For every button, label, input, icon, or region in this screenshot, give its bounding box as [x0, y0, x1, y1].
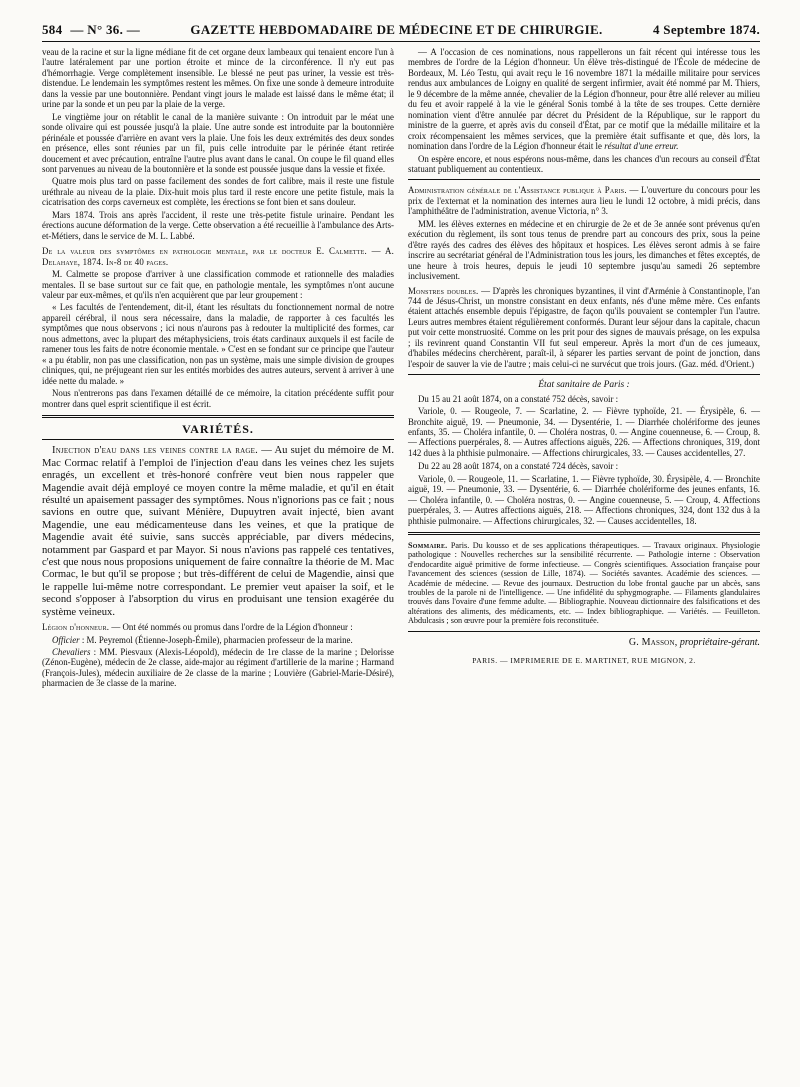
case-paragraph-2: Le vingtième jour on rétablit le canal de la manière suivante : On introduit par le méat une sonde olivaire qui est poussée jusqu'à la plaie. Une autre sonde est introduite par la boutonnière périnéale et poussée d'arrière en avant vers la plaie. Une fois les deux extrémités des deux sondes en présence, elles sont réunies par un fil, puis celle introduite par le périnée étant retirée doucement et avec précaution, entraîne l'autre plus avant dans le canal. On coupe le fil quand elles sont parvenues au niveau de la boutonnière et la sonde est poussée jusque dans la vessie et fixée.: [42, 111, 394, 174]
case-paragraph-1: veau de la racine et sur la ligne médiane fit de cet organe deux lambeaux qui tenaient encore l'un à l'autre latéralement par une portion étroite et mince de la circonférence. Il n'y eut pas d'hémorrhagie. Verge complètement insensible. Le blessé ne peut pas uriner, la vessie est très-distendue. Le lendemain les symptômes restent les mêmes. On fixe une sonde à demeure introduite dans la vessie par une boutonnière. Pendant vingt jours le malade est laissé dans le même état; il urine par la sonde et un peu par la plaie de la verge.: [42, 47, 394, 110]
sommaire-text: Paris. Du kousso et de ses applications thérapeutiques. — Travaux originaux. Physiologie pathologique : Nouvelles recherches sur la sensibilité récurrente. — Pathologie interne : Observation d'endocardite aiguë primitive de forme infectieuse. — Congrès scientifiques. Association française pour l'avancement des sciences (session de Lille, 1874). — Sociétés savantes. Académie des sciences. — Académie de médecine. — Revue des journaux. Destruction du lobe frontal gauche par un abcès, sans troubles de la parole ni de l'intelligence. — Une infidélité du sphygmographe. — Filaments glandulaires trouvés dans l'ovaire d'une femme adulte. — Bibliographie. Nouveau dictionnaire des falsifications et des altérations des aliments, des médicaments, etc. — Index bibliographique. — Variétés. — Feuilleton. Abdulcasis ; son œuvre pour la première fois reconstituée.: [408, 541, 761, 626]
assistance-paragraph-2: MM. les élèves externes en médecine et en chirurgie de 2e et de 3e année sont prévenus qu'en exécution du règlement, ils sont tous tenus de prendre part au concours des prix, sous la peine d'être rayés des cadres des élèves des hôpitaux et hospices. Les élèves seront admis à se faire inscrire au secrétariat général de l'Administration tous les jours, les dimanches et fêtes exceptés, de une heure à trois heures, depuis le jeudi 10 septembre jusqu'au samedi 26 septembre inclusivement.: [408, 218, 760, 282]
testu-end: résultat d'une erreur.: [604, 141, 679, 152]
right-column: [408, 47, 760, 691]
case-paragraph-3: Quatre mois plus tard on passe facilement des sondes de fort calibre, mais il reste une fistule uréthrale au niveau de la plaie. Dix-huit mois plus tard il reste encore une petite fistule, mais la cicatrisation des corps caverneux est complète, les érections se font bien et sans douleur.: [42, 176, 394, 208]
monstres-article: [408, 286, 760, 370]
assistance-article: [408, 185, 760, 216]
review-quote: « Les facultés de l'entendement, dit-il, étant les résultats du fonctionnement normal de notre appareil cérébral, il nous sera nécessaire, dans la maladie, de rapporter à ces facultés les symptômes que nous observons ; ici nous n'aurons pas à redouter la multiplicité des formes, car nous admettons, avec la plupart des métaphysiciens, trois états cardinaux auxquels il est facile de ramener tous les faits de notre économie mentale. » C'est en se fondant sur ce principe que l'auteur « a pu établir, non pas une classification, non pas un système, mais une simple division de groupes cliniques, qui, ne préjugeant rien sur les entités morbides des autres auteurs, servent à arriver à une idée nette du malade. »: [42, 302, 394, 386]
legion-text: — Ont été nommés ou promus dans l'ordre de la Légion d'honneur :: [109, 622, 353, 633]
divider-4: [408, 631, 760, 632]
issue-number: — N° 36. —: [70, 22, 140, 37]
journal-title: GAZETTE HEBDOMADAIRE DE MÉDECINE ET DE CHIRURGIE.: [190, 22, 603, 37]
testu-text: — A l'occasion de ces nominations, nous rappellerons un fait récent qui intéresse tous les membres de l'ordre de la Légion d'honneur. Un élève très-distingué de l'École de médecine de Bordeaux, M. Léo Testu, qui avait reçu le 16 novembre 1871 la médaille militaire pour services rendus aux ambulances de Loigny en qualité de sergent infirmier, avait été nommé par M. Thiers, le 9 décembre de la même année, chevalier de la Légion d'honneur, pour être allé relever au milieu du feu et avoir rappelé à la vie le général Sonis tombé à la tête de ses troupes. Cette dernière nomination vient d'être annulée par décret du Président de la République, sur le rapport du ministre de la guerre, et après avis du conseil d'État, par ce motif que la médaille militaire et la croix récompensaient les mêmes services, que la première était suffisante et que, dès lors, la nomination dans l'ordre de la Légion d'honneur était le: [408, 47, 760, 152]
review-conclusion: Nous n'entrerons pas dans l'examen détaillé de ce mémoire, la citation précédente suffit pour montrer dans quel esprit scientifique il est écrit.: [42, 388, 394, 409]
divider: [408, 179, 760, 180]
chevaliers-entry: [42, 647, 394, 689]
week1-data: Variole, 0. — Rougeole, 7. — Scarlatine, 2. — Fièvre typhoïde, 21. — Érysipèle, 6. — Bronchite aiguë, 19. — Pneumonie, 34. — Dysentérie, 1. — Diarrhée cholériforme des jeunes enfants, 35. — Choléra infantile, 0. — Choléra nostras, 0. — Angine couenneuse, 6. — Croup, 8. — Affections puerpérales, 8. — Autres affections aiguës, 226. — Affections chroniques, 319, dont 142 dues à la phthisie pulmonaire. — Affections chirurgicales, 33. — Causes accidentelles, 27.: [408, 406, 760, 458]
chevaliers-text: : MM. Piesvaux (Alexis-Léopold), médecin de 1re classe de la marine ; Delorisse (Zénon-Eugène), médecin de 2e classe, aide-major au régiment d'artillerie de la marine ; Harmand (François-Jules), médecin auxiliaire de 2e classe de la marine ; Louvière (Gabriel-Marie-Désiré), pharmacien de 3e classe de la marine.: [42, 647, 394, 689]
page-number: 584: [42, 22, 63, 37]
sommaire-label: Sommaire.: [408, 541, 448, 551]
week1-heading: Du 15 au 21 août 1874, on a constaté 752 décès, savoir :: [418, 393, 619, 404]
signature: [408, 638, 760, 648]
case-paragraph-4: Mars 1874. Trois ans après l'accident, il reste une très-petite fistule urinaire. Pendant les érections aucune déformation de la verge. Cette observation a été recueillie à l'ambulance des Arts-et-Métiers, dans le service de M. L. Labbé.: [42, 209, 394, 241]
week2-heading: Du 22 au 28 août 1874, on a constaté 724 décès, savoir :: [418, 461, 619, 472]
columns: [42, 47, 760, 691]
rage-text: — Au sujet du mémoire de M. Mac Cormac relatif à l'emploi de l'injection d'eau dans les veines chez les sujets enragés, un excellent et très-honoré confrère veut bien nous rappeler que Magendie avait déjà employé ce moyen contre la même maladie, et qu'il en était résulté un apaisement passager des symptômes. Nous n'ignorions pas ce fait ; nous savions en outre que, suivant Ménière, Dupuytren avait injecté, bien avant Magendie, une eau médicamenteuse dans les veines, et que la pratique de Magendie avait été suivie, sans succès appréciable, par divers médecins, notamment par Gaspard et par Mayor. Si nous n'avions pas rappelé ces tentatives, c'est que nous nous proposions uniquement de faire connaître la théorie de M. Mac Cormac, le but qu'il se propose ; but très-différent de celui de Magendie, ainsi que le rappelle lui-même notre correspondant. Le premier veut apaiser la soif, et le second s'opposer à l'absorption du virus en produisant une tension exagérée du système veineux.: [42, 445, 394, 618]
page-header: [42, 22, 760, 42]
testu-paragraph: [408, 47, 760, 152]
issue-date: 4 Septembre 1874.: [652, 22, 760, 37]
sommaire: [408, 541, 760, 626]
officier-text: : M. Peyremol (Étienne-Joseph-Émile), pharmacien professeur de la marine.: [79, 634, 353, 645]
review-title: De la valeur des symptômes en pathologie mentale, par le docteur E. Calmette. — A. Delahaye, 1874. In-8 de 40 pages.: [42, 246, 394, 267]
chevaliers-label: Chevaliers: [52, 647, 91, 657]
divider-2: [408, 374, 760, 375]
varietes-heading: VARIÉTÉS.: [182, 421, 254, 436]
monstres-text: — D'après les chroniques byzantines, il vint d'Arménie à Constantinople, l'an 744 de Jésus-Christ, un monstre consistant en deux enfants, nés d'une même mère. Ces enfants étaient attachés ensemble depuis l'épigastre, de façon qu'ils pouvaient se contempler l'un l'autre. Leurs autres membres étaient régulièrement conformés. Durant leur séjour dans la capitale, chacun put voir cette monstruosité. Comme on les prit pour des signes de mauvais présage, on les expulsa ; ils revinrent quand Constantin VII fut seul empereur. Après la mort d'un de ces jumeaux, d'habiles médecins cherchèrent, paraît-il, à séparer les parties servant de point de jonction, dans l'espoir de sauver la vie de l'autre ; mais celui-ci ne survécut que trois jours. (Gaz. méd. d'Orient.): [408, 285, 760, 369]
rage-article: [42, 445, 394, 619]
etat-sanitaire-title: État sanitaire de Paris :: [538, 380, 630, 391]
assistance-title: Administration générale de l'Assistance publique à Paris.: [408, 185, 627, 196]
legion-article: [42, 622, 394, 632]
review-paragraph-1: M. Calmette se propose d'arriver à une classification commode et rationnelle des maladies mentales. Il se base surtout sur ce fait que, en pathologie mentale, les symptômes n'ont aucune valeur par eux-mêmes, et qu'ils n'en acquièrent que par leur groupement :: [42, 269, 394, 300]
signature-name: G. Masson,: [628, 636, 678, 648]
divider-3: [408, 532, 760, 535]
week2-data: Variole, 0. — Rougeole, 11. — Scarlatine, 1. — Fièvre typhoïde, 30. Érysipèle, 4. — Bronchite aiguë, 19. — Pneumonie, 33. — Dysentérie, 6. — Diarrhée cholériforme des jeunes enfants, 16. — Choléra infantile, 0. — Choléra nostras, 0. — Angine couenneuse, 5. — Croup, 4. Affections puerpérales, 3. — Autres affections aiguës, 218. — Affections chroniques, 324, dont 132 dus à la phthisie pulmonaire. — Affections chirurgicales, 32. — Causes accidentelles, 18.: [408, 473, 760, 526]
monstres-title: Monstres doubles.: [408, 285, 479, 296]
rage-title: Injection d'eau dans les veines contre la rage.: [52, 445, 258, 457]
section-divider: [42, 415, 394, 418]
officier-label: Officier: [52, 634, 80, 645]
recours-paragraph: On espère encore, et nous espérons nous-même, dans les chances d'un recours au conseil d'État statuant publiquement au contentieux.: [408, 153, 760, 174]
assistance-text: — L'ouverture du concours pour les prix de l'externat et la nomination des internes aura lieu le lundi 12 octobre, à midi précis, dans l'amphithéâtre de l'administration, avenue Victoria, n° 3.: [408, 185, 760, 217]
heading-rule: [42, 439, 394, 440]
left-column: [42, 47, 394, 691]
legion-title: Légion d'honneur.: [42, 622, 110, 633]
signature-role: propriétaire-gérant.: [679, 636, 760, 648]
imprint: PARIS. — IMPRIMERIE DE E. MARTINET, RUE MIGNON, 2.: [472, 656, 696, 666]
officier-entry: [42, 635, 394, 645]
